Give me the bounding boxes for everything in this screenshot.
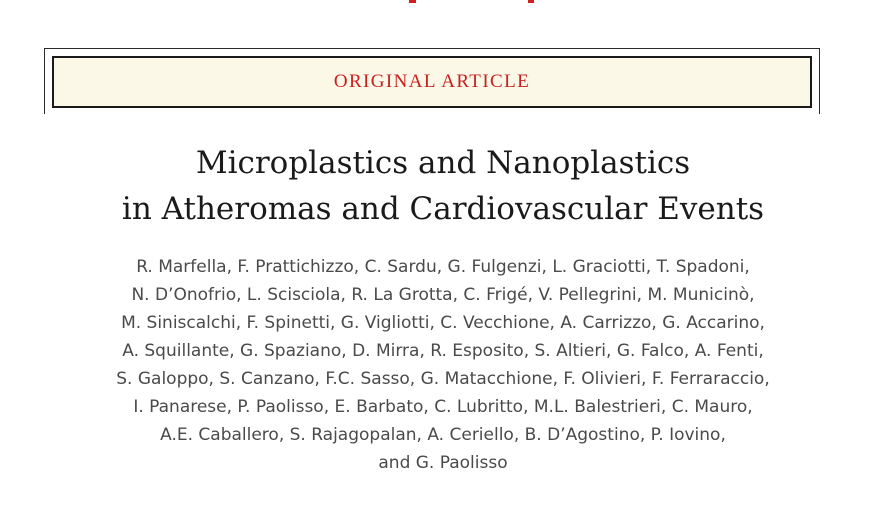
title-line: Microplastics and Nanoplastics	[195, 145, 691, 181]
article-title	[0, 140, 886, 232]
top-decoration-mark	[528, 0, 534, 3]
author-line: M. Siniscalchi, F. Spinetti, G. Vigliotti, C. Vecchione, A. Carrizzo, G. Accarino,	[121, 313, 765, 333]
author-line: S. Galoppo, S. Canzano, F.C. Sasso, G. Matacchione, F. Olivieri, F. Ferraraccio,	[116, 369, 770, 389]
top-decoration-mark	[409, 0, 416, 3]
section-label: ORIGINAL ARTICLE	[333, 71, 531, 92]
author-line: I. Panarese, P. Paolisso, E. Barbato, C. Lubritto, M.L. Balestrieri, C. Mauro,	[133, 397, 753, 417]
author-line: N. D’Onofrio, L. Scisciola, R. La Grotta, C. Frigé, V. Pellegrini, M. Municinò,	[131, 285, 755, 305]
author-list	[0, 253, 886, 477]
author-line: A. Squillante, G. Spaziano, D. Mirra, R. Esposito, S. Altieri, G. Falco, A. Fenti,	[122, 341, 764, 361]
author-line: and G. Paolisso	[378, 453, 508, 473]
author-line: A.E. Caballero, S. Rajagopalan, A. Ceriello, B. D’Agostino, P. Iovino,	[160, 425, 726, 445]
section-header-box	[52, 56, 812, 108]
title-line: in Atheromas and Cardiovascular Events	[121, 191, 765, 227]
author-line: R. Marfella, F. Prattichizzo, C. Sardu, G. Fulgenzi, L. Graciotti, T. Spadoni,	[136, 257, 750, 277]
